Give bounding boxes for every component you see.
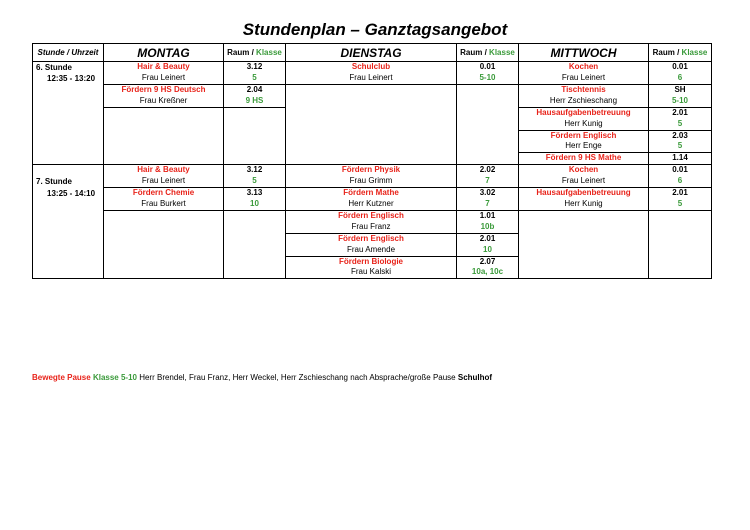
period-slot [33, 73, 104, 84]
course-teacher: Frau Amende [346, 244, 396, 254]
course-teacher: Herr Kunig [564, 198, 603, 208]
teacher-cell [104, 176, 224, 187]
footer-classes: Klasse 5-10 [92, 373, 137, 382]
period-slot [33, 188, 104, 199]
course-teacher: Frau Leinert [141, 176, 186, 186]
room-cell [649, 188, 712, 199]
table-row [33, 153, 712, 165]
course-cell [519, 153, 649, 165]
teacher-cell [286, 267, 457, 278]
course-teacher: Frau Franz [351, 221, 391, 231]
course-cell [519, 165, 649, 176]
period-slot-empty [33, 165, 104, 176]
course-room: 3.12 [246, 62, 263, 71]
empty-cell [104, 119, 224, 130]
course-subject: Fördern Mathe [343, 188, 399, 198]
room-cell [457, 165, 519, 176]
empty-cell [519, 267, 649, 278]
period-name: 7. Stunde [36, 177, 73, 187]
course-cell [104, 165, 224, 176]
empty-cell [457, 141, 519, 152]
room-cell [457, 62, 519, 74]
class-cell [224, 96, 286, 107]
course-class: 5 [252, 73, 257, 82]
period-slot-empty [33, 84, 104, 95]
empty-cell [104, 245, 224, 256]
course-cell [286, 62, 457, 74]
empty-cell [224, 119, 286, 130]
empty-cell [224, 256, 286, 267]
course-room: 2.01 [672, 107, 688, 117]
course-teacher: Herr Kunig [564, 118, 603, 128]
period-slot-empty [33, 256, 104, 267]
empty-cell [519, 245, 649, 256]
teacher-cell [519, 141, 649, 152]
empty-cell [649, 256, 712, 267]
room-cell [649, 153, 712, 165]
footer-text: Herr Brendel, Frau Franz, Herr Weckel, Herr Zschieschang nach Absprache/große Pause [139, 373, 456, 382]
empty-cell [519, 256, 649, 267]
class-cell [224, 176, 286, 187]
class-cell [649, 141, 712, 152]
course-teacher: Frau Leinert [561, 176, 606, 186]
course-class: 5-10 [671, 95, 688, 105]
teacher-cell [286, 245, 457, 256]
course-room: 2.07 [479, 256, 496, 266]
table-row [33, 245, 712, 256]
empty-cell [104, 107, 224, 118]
room-cell [649, 62, 712, 74]
table-row [33, 222, 712, 233]
period-slot-empty [33, 210, 104, 221]
empty-cell [286, 107, 457, 118]
table-row [33, 233, 712, 244]
room-cell [457, 233, 519, 244]
footer-place: Schulhof [457, 373, 493, 382]
empty-cell [457, 153, 519, 165]
teacher-cell [104, 73, 224, 84]
course-class: 6 [677, 73, 683, 82]
period-name: 6. Stunde [36, 63, 73, 72]
course-subject: Fördern Chemie [132, 188, 195, 198]
course-subject: Fördern Englisch [338, 210, 404, 220]
empty-cell [457, 84, 519, 95]
course-room: 1.14 [672, 153, 688, 163]
period-time: 13:25 - 14:10 [47, 188, 96, 198]
empty-cell [224, 210, 286, 221]
empty-cell [104, 267, 224, 278]
course-room: 0.01 [672, 165, 688, 175]
footer-label: Bewegte Pause [32, 373, 91, 382]
course-room: SH [674, 84, 686, 94]
table-row [33, 96, 712, 107]
empty-cell [649, 222, 712, 233]
course-class: 10 [483, 244, 492, 254]
table-row [33, 210, 712, 221]
empty-cell [286, 130, 457, 141]
empty-cell [649, 210, 712, 221]
header-room-class-wednesday: Raum / Klasse [649, 44, 712, 62]
course-room: 0.01 [479, 62, 496, 71]
period-slot-empty [33, 245, 104, 256]
table-row [33, 107, 712, 118]
room-cell [224, 188, 286, 199]
class-cell [224, 199, 286, 210]
teacher-cell [104, 199, 224, 210]
room-cell [649, 165, 712, 176]
course-class: 5 [677, 118, 683, 128]
empty-cell [224, 141, 286, 152]
course-cell [104, 62, 224, 74]
teacher-cell [286, 199, 457, 210]
period-slot-empty [33, 222, 104, 233]
course-class: 10b [480, 221, 495, 231]
course-teacher: Frau Kalski [350, 267, 391, 277]
class-cell [649, 199, 712, 210]
course-teacher: Frau Burkert [141, 198, 186, 208]
class-cell [224, 73, 286, 84]
class-cell [457, 245, 519, 256]
course-subject: Schulclub [351, 62, 391, 71]
table-row [33, 84, 712, 95]
course-cell [519, 107, 649, 118]
room-cell [457, 256, 519, 267]
course-class: 10 [250, 198, 259, 208]
course-room: 3.12 [246, 165, 263, 175]
teacher-cell [286, 176, 457, 187]
course-teacher: Herr Zschieschang [549, 95, 618, 105]
timetable [32, 43, 712, 279]
period-slot-empty [33, 153, 104, 165]
course-cell [104, 188, 224, 199]
empty-cell [649, 245, 712, 256]
course-room: 2.04 [246, 84, 263, 94]
course-room: 2.03 [672, 130, 688, 140]
period-slot-empty [33, 96, 104, 107]
header-wednesday: MITTWOCH [519, 44, 649, 62]
course-subject: Fördern 9 HS Deutsch [121, 84, 206, 94]
class-cell [649, 119, 712, 130]
course-class: 5 [252, 176, 257, 186]
course-subject: Fördern 9 HS Mathe [545, 153, 622, 163]
empty-cell [649, 233, 712, 244]
teacher-cell [519, 176, 649, 187]
course-class: 5 [677, 141, 683, 151]
course-room: 1.01 [479, 210, 496, 220]
course-subject: Fördern Englisch [338, 233, 404, 243]
empty-cell [519, 233, 649, 244]
course-room: 3.13 [246, 188, 263, 198]
room-cell [649, 107, 712, 118]
empty-cell [104, 233, 224, 244]
header-monday: MONTAG [104, 44, 224, 62]
table-row [33, 130, 712, 141]
header-slot: Stunde / Uhrzeit [33, 44, 104, 62]
class-cell [457, 176, 519, 187]
course-cell [519, 188, 649, 199]
empty-cell [457, 119, 519, 130]
empty-cell [104, 256, 224, 267]
table-row [33, 119, 712, 130]
class-cell [457, 222, 519, 233]
course-teacher: Frau Grimm [349, 176, 393, 186]
table-row [33, 188, 712, 199]
class-cell [649, 73, 712, 84]
class-cell [649, 176, 712, 187]
course-subject: Hair & Beauty [137, 62, 190, 71]
empty-cell [286, 141, 457, 152]
empty-cell [104, 222, 224, 233]
room-cell [649, 130, 712, 141]
teacher-cell [519, 73, 649, 84]
empty-cell [224, 245, 286, 256]
period-slot [33, 62, 104, 74]
empty-cell [104, 210, 224, 221]
course-teacher: Frau Leinert [141, 73, 186, 82]
course-class: 7 [485, 198, 490, 208]
period-slot-empty [33, 233, 104, 244]
course-subject: Kochen [568, 62, 599, 71]
course-teacher: Frau Kreßner [139, 95, 188, 105]
empty-cell [286, 96, 457, 107]
course-class: 10a, 10c [471, 267, 504, 277]
course-room: 0.01 [672, 62, 688, 71]
class-cell [649, 96, 712, 107]
course-cell [286, 188, 457, 199]
empty-cell [224, 267, 286, 278]
course-class: 7 [485, 176, 490, 186]
period-slot-empty [33, 130, 104, 141]
header-room-class-tuesday: Raum / Klasse [457, 44, 519, 62]
course-class: 5-10 [479, 73, 496, 82]
table-row [33, 73, 712, 84]
room-cell [224, 84, 286, 95]
header-row [33, 44, 712, 62]
table-row [33, 62, 712, 74]
course-cell [286, 210, 457, 221]
table-row [33, 165, 712, 176]
empty-cell [224, 107, 286, 118]
empty-cell [224, 233, 286, 244]
class-cell [457, 267, 519, 278]
period-slot-empty [33, 141, 104, 152]
header-room-class-monday: Raum / Klasse [224, 44, 286, 62]
course-subject: Hausaufgabenbetreuung [536, 188, 631, 198]
empty-cell [457, 96, 519, 107]
course-cell [519, 130, 649, 141]
course-class: 5 [677, 198, 683, 208]
teacher-cell [519, 96, 649, 107]
course-subject: Fördern Englisch [550, 130, 617, 140]
empty-cell [104, 141, 224, 152]
teacher-cell [519, 199, 649, 210]
table-row [33, 199, 712, 210]
course-subject: Hausaufgabenbetreuung [536, 107, 631, 117]
empty-cell [649, 267, 712, 278]
course-class: 9 HS [245, 95, 264, 105]
footer-note [32, 373, 492, 382]
course-class: 6 [677, 176, 683, 186]
empty-cell [519, 210, 649, 221]
room-cell [224, 165, 286, 176]
course-cell [286, 256, 457, 267]
header-tuesday: DIENSTAG [286, 44, 457, 62]
room-cell [224, 62, 286, 74]
course-room: 3.02 [479, 188, 496, 198]
table-row [33, 176, 712, 187]
course-cell [104, 84, 224, 95]
course-room: 2.01 [672, 188, 688, 198]
period-time: 12:35 - 13:20 [47, 74, 96, 83]
course-teacher: Herr Kutzner [348, 198, 394, 208]
course-teacher: Frau Leinert [561, 73, 606, 82]
empty-cell [286, 119, 457, 130]
course-subject: Tischtennis [561, 84, 606, 94]
table-row [33, 141, 712, 152]
table-row [33, 267, 712, 278]
course-cell [519, 62, 649, 74]
table-row [33, 256, 712, 267]
course-teacher: Frau Leinert [349, 73, 393, 82]
teacher-cell [286, 73, 457, 84]
course-subject: Hair & Beauty [137, 165, 190, 175]
course-cell [286, 165, 457, 176]
teacher-cell [519, 119, 649, 130]
empty-cell [224, 130, 286, 141]
empty-cell [457, 107, 519, 118]
period-slot-empty [33, 267, 104, 278]
room-cell [457, 210, 519, 221]
course-cell [286, 233, 457, 244]
period-slot [33, 176, 104, 187]
course-cell [519, 84, 649, 95]
empty-cell [224, 222, 286, 233]
room-cell [649, 84, 712, 95]
empty-cell [286, 84, 457, 95]
course-room: 2.01 [479, 233, 496, 243]
empty-cell [104, 153, 224, 165]
period-slot-empty [33, 119, 104, 130]
teacher-cell [286, 222, 457, 233]
class-cell [457, 199, 519, 210]
empty-cell [286, 153, 457, 165]
period-slot-empty [33, 199, 104, 210]
course-teacher: Herr Enge [565, 141, 602, 151]
course-subject: Fördern Biologie [339, 256, 403, 266]
class-cell [457, 73, 519, 84]
teacher-cell [104, 96, 224, 107]
empty-cell [104, 130, 224, 141]
page-title: Stundenplan – Ganztagsangebot [242, 20, 508, 39]
empty-cell [519, 222, 649, 233]
empty-cell [457, 130, 519, 141]
course-room: 2.02 [479, 165, 496, 175]
period-slot-empty [33, 107, 104, 118]
empty-cell [224, 153, 286, 165]
course-subject: Fördern Physik [341, 165, 401, 175]
course-subject: Kochen [568, 165, 599, 175]
room-cell [457, 188, 519, 199]
